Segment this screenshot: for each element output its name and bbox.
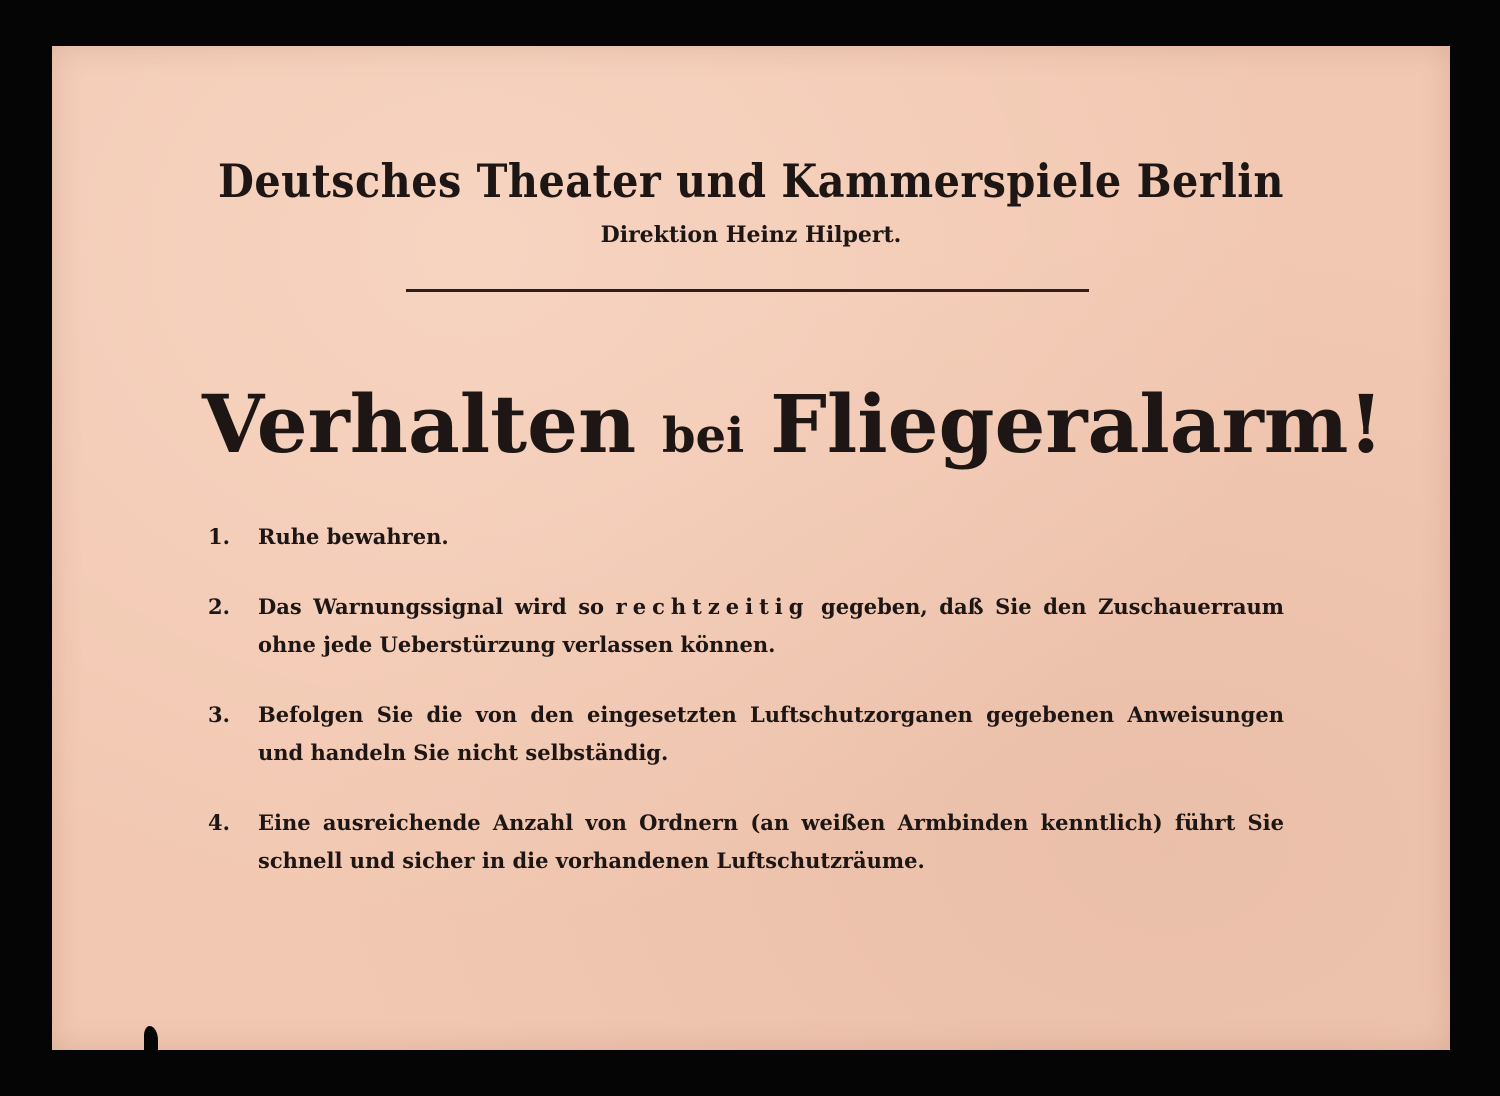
torn-edge	[144, 1026, 158, 1050]
headline-word-fliegeralarm: Fliegeralarm!	[770, 377, 1384, 471]
headline-word-bei: bei	[661, 408, 745, 464]
list-item-number: 2.	[208, 594, 230, 619]
list-item	[204, 696, 1284, 772]
list-item-text	[258, 594, 1284, 657]
list-item-text: Ruhe bewahren.	[258, 524, 449, 549]
list-item	[204, 518, 1284, 556]
page-headline	[202, 377, 1384, 471]
theater-title: Deutsches Theater und Kammerspiele Berlin	[218, 154, 1284, 208]
list-item-text: Eine ausreichende Anzahl von Ordnern (an weißen Armbinden kenntlich) führt Sie schnell und sicher in die vorhandenen Luftschutzräume.	[258, 810, 1284, 873]
header-divider	[406, 289, 1089, 292]
list-item	[204, 804, 1284, 880]
rules-list	[204, 518, 1284, 912]
list-item-emphasis: rechtzeitig	[615, 594, 810, 619]
list-item-number: 3.	[208, 702, 230, 727]
list-item-number: 4.	[208, 810, 230, 835]
leaflet-sheet	[52, 46, 1450, 1050]
list-item-text-part: Das Warnungssignal wird so	[258, 594, 616, 619]
list-item	[204, 588, 1284, 664]
list-item-text-part: gegeben, daß Sie den Zuschauerraum ohne jede Ueberstürzung verlassen können.	[258, 594, 1285, 657]
list-item-number: 1.	[208, 524, 230, 549]
direction-subtitle: Direktion Heinz Hilpert.	[600, 222, 902, 248]
list-item-text: Befolgen Sie die von den eingesetzten Luftschutzorganen gegebenen Anweisungen und handeln Sie nicht selbständig.	[258, 702, 1284, 765]
headline-word-verhalten: Verhalten	[202, 377, 637, 471]
